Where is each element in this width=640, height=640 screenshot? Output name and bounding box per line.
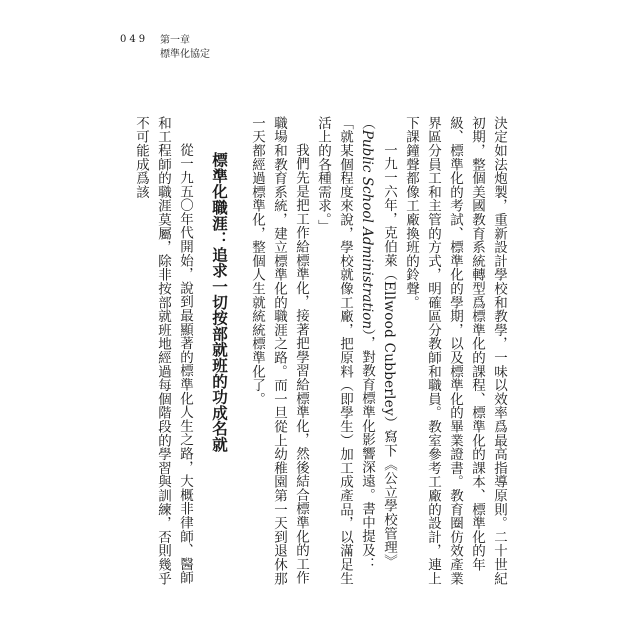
page-number: 049 — [120, 34, 149, 45]
paragraph-career: 從一九五〇年代開始，說到最顯著的標準化人生之路，大概非律師、醫師和工程師的職涯莫屬，除非按部就班地經過每個階段的學習與訓練，否則幾乎不可能成爲該 — [133, 116, 193, 586]
section-heading: 標準化職涯：追求一切按部就班的功成名就 — [210, 152, 228, 453]
paragraph-cubberley-text-a: 一九一六年，克伯萊（Ellwood Cubberley）寫下《公立學校管理》（ — [359, 116, 397, 568]
book-title-english: Public School Administration — [359, 129, 375, 330]
body-text — [130, 116, 510, 586]
chapter-title: 標準化協定 — [160, 49, 210, 60]
paragraph-cubberley-text-b: ），對教育標準化影響深遠。書中提及：「就某個程度來說，學校就像工廠，把原料（即學生）加工成產品，以滿足生活上的各種需求。」 — [315, 116, 375, 586]
paragraph-standardization: 我們先是把工作給標準化，接著把學習給標準化，然後結合標準化的工作職場和教育系統，建立標準化的職涯之路。而一旦從上幼稚園第一天到退休那一天都經過標準化，整個人生就統統標準化了。 — [249, 116, 309, 586]
paragraph-cubberley — [312, 116, 400, 586]
paragraph-continuation: 決定如法炮製，重新設計學校和教學，一味以效率爲最高指導原則。二十世紀初期，整個美國教育系統轉型爲標準化的課程、標準化的課本、標準化的年級、標準化的考試、標準化的學期，以及標準化的畢業證書。教育圈仿效產業界區分員工和主管的方式，明確區分教師和職員。教室參考工廠的設計，連上下課鐘聲都像工廠換班的鈴聲。 — [403, 116, 507, 586]
running-header — [160, 34, 210, 62]
chapter-label: 第一章 — [160, 35, 190, 46]
